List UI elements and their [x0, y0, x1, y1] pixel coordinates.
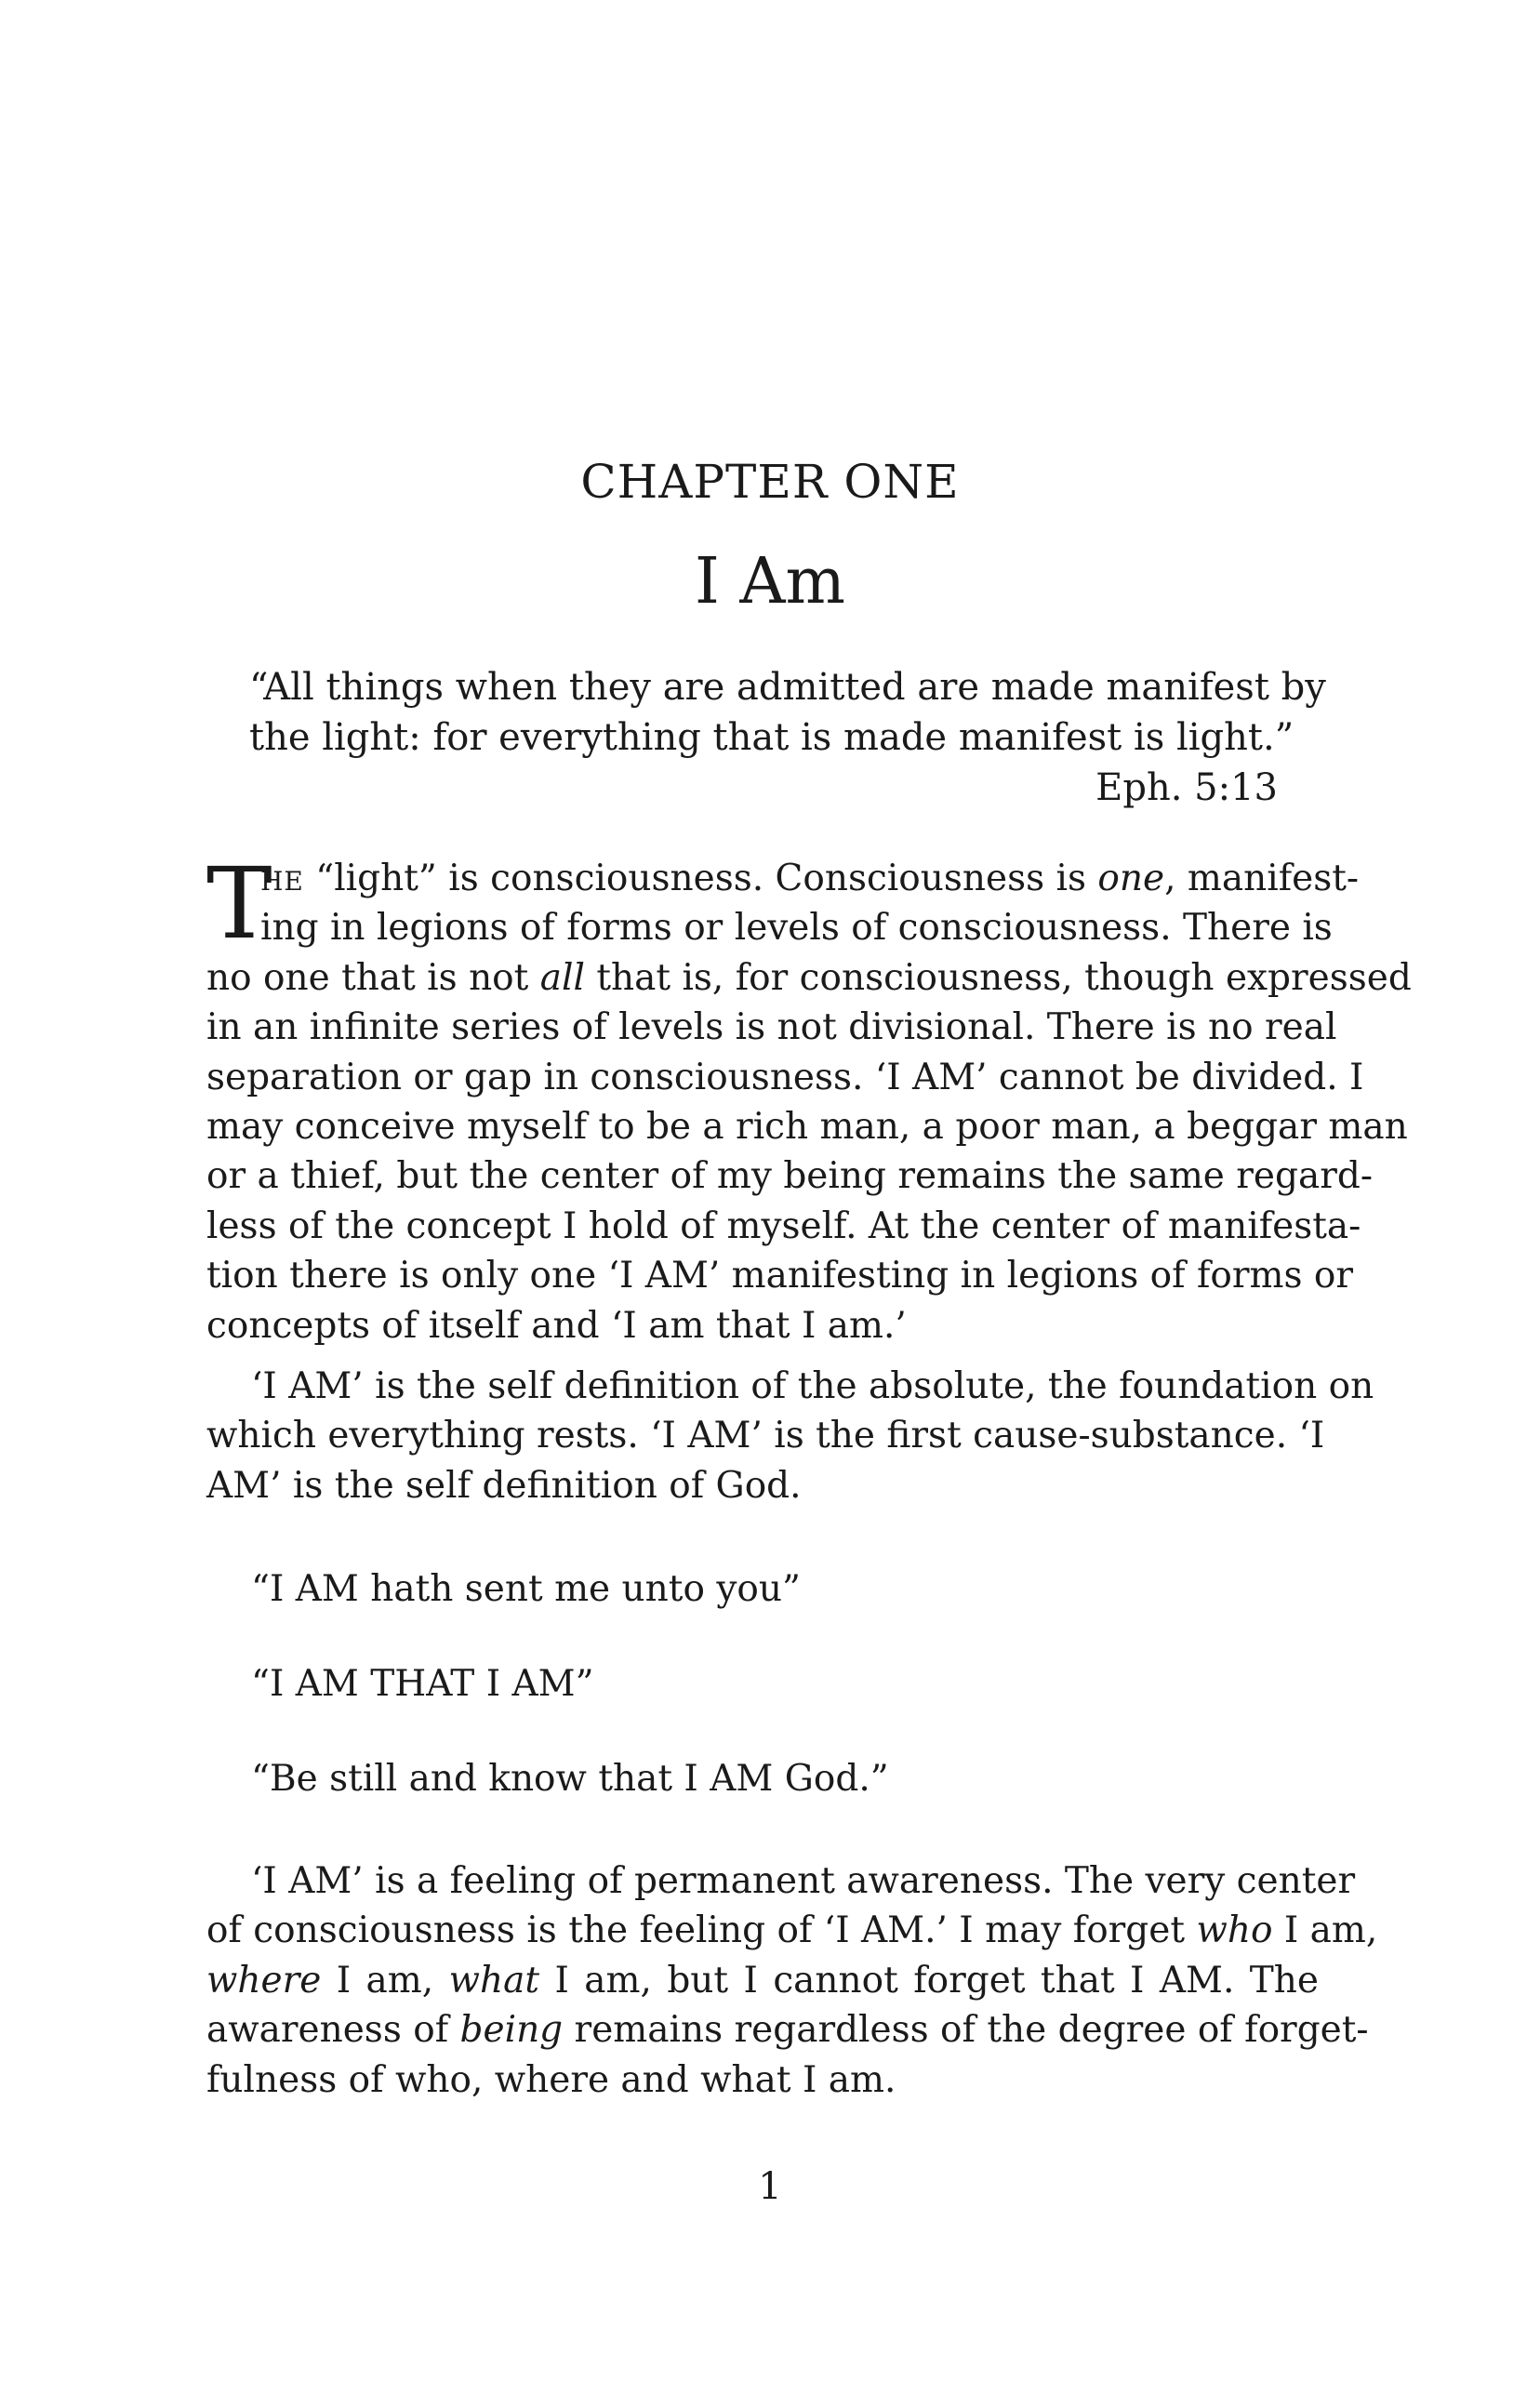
text-span: remains regardless of the degree of forget-	[563, 2009, 1369, 2052]
chapter-title: I Am	[694, 545, 846, 619]
text-line: ‘I AM’ is the self definition of the absolute, the foundation on	[251, 1365, 1374, 1407]
text-line	[206, 854, 1360, 903]
emphasis: where	[206, 1959, 322, 2002]
text-line: AM’ is the self definition of God.	[206, 1464, 802, 1507]
epigraph-line: “All things when they are admitted are made manifest by	[249, 666, 1326, 709]
dropcap-block	[206, 846, 1360, 961]
text-span: awareness of	[206, 2009, 460, 2052]
text-span: I am, but I cannot forget that I AM. The	[539, 1959, 1319, 2002]
text-span: , manifest-	[1164, 858, 1360, 899]
text-line	[206, 953, 1412, 1003]
paragraph-2	[206, 1362, 1374, 1510]
epigraph-line: the light: for everything that is made manifest is light.”	[249, 716, 1294, 759]
text-line: ing in legions of forms or levels of consciousness. There is	[260, 907, 1333, 950]
text-line	[206, 2005, 1369, 2055]
text-span: no one that is not	[206, 956, 540, 999]
text-line: concepts of itself and ‘I am that I am.’	[206, 1304, 907, 1347]
paragraph-3	[206, 1856, 1378, 2105]
emphasis: all	[539, 956, 585, 999]
text-span: of consciousness is the feeling of ‘I AM.’ I may forget	[206, 1909, 1197, 1952]
small-caps-word: HE	[260, 866, 304, 897]
chapter-label: CHAPTER ONE	[580, 455, 960, 509]
quote-line: “Be still and know that I AM God.”	[251, 1758, 889, 1800]
text-span: “light” is consciousness. Consciousness is	[303, 858, 1098, 899]
text-line: tion there is only one ‘I AM’ manifesting in legions of forms or	[206, 1255, 1354, 1297]
text-line: or a thief, but the center of my being remains the same regard-	[206, 1155, 1373, 1198]
text-line: which everything rests. ‘I AM’ is the first cause-substance. ‘I	[206, 1415, 1325, 1457]
epigraph	[249, 662, 1326, 813]
page-number: 1	[758, 2165, 782, 2208]
text-line	[206, 1956, 1319, 2005]
text-line: ‘I AM’ is a feeling of permanent awareness. The very center	[251, 1860, 1356, 1902]
text-line: fulness of who, where and what I am.	[206, 2058, 896, 2101]
text-span: I am,	[1272, 1909, 1378, 1952]
quote-line: “I AM THAT I AM”	[251, 1663, 594, 1705]
text-span: that is, for consciousness, though expressed	[584, 956, 1412, 999]
emphasis: being	[459, 2009, 564, 2052]
drop-cap: T	[206, 846, 272, 961]
paragraph-1	[206, 846, 1412, 1350]
quote-line: “I AM hath sent me unto you”	[251, 1568, 801, 1610]
text-line: in an infinite series of levels is not divisional. There is no real	[206, 1006, 1337, 1049]
text-line: may conceive myself to be a rich man, a poor man, a beggar man	[206, 1105, 1408, 1148]
epigraph-citation: Eph. 5:13	[1095, 766, 1278, 809]
text-span: I am,	[321, 1959, 449, 2002]
text-line: separation or gap in consciousness. ‘I AM’ cannot be divided. I	[206, 1056, 1364, 1098]
emphasis: who	[1196, 1909, 1273, 1952]
emphasis: what	[448, 1959, 540, 2002]
emphasis: one	[1097, 858, 1165, 899]
text-line: less of the concept I hold of myself. At the center of manifesta-	[206, 1204, 1361, 1247]
text-line	[206, 1906, 1378, 1955]
